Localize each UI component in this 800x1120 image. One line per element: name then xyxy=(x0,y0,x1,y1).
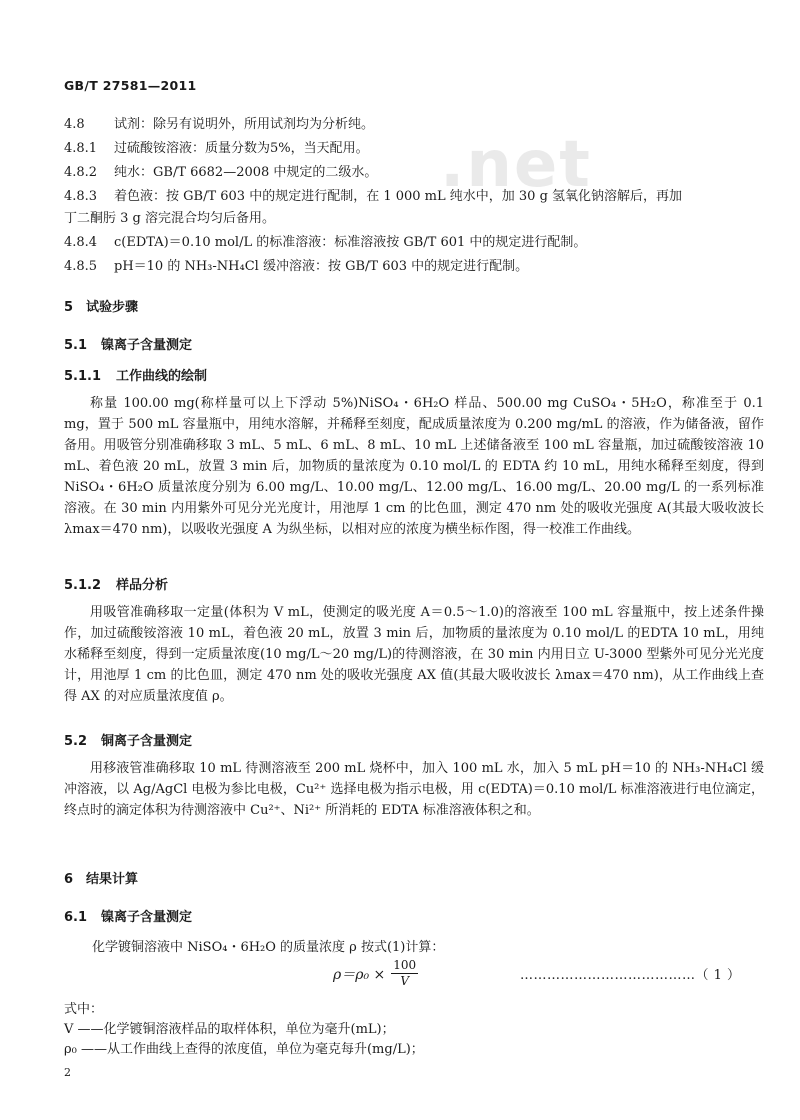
section-number: 5 xyxy=(64,300,74,315)
clause-text: pH＝10 的 NH₃-NH₄Cl 缓冲溶液：按 GB/T 603 中的规定进行配制。 xyxy=(114,259,529,274)
section-number: 5.2 xyxy=(64,734,88,749)
standard-number-header: GB/T 27581—2011 xyxy=(64,78,197,93)
formula-1 xyxy=(333,958,418,989)
clause-number: 4.8.3 xyxy=(64,189,98,204)
formula-lhs: ρ＝ρ₀ × xyxy=(333,966,386,983)
section-title: 结果计算 xyxy=(86,872,139,887)
clause-text: 着色液：按 GB/T 603 中的规定进行配制，在 1 000 mL 纯水中，加 30 g 氢氧化钠溶解后，再加 xyxy=(114,189,683,204)
clause-number: 4.8.1 xyxy=(64,141,98,156)
section-number: 5.1.2 xyxy=(64,578,102,593)
section-heading-5 xyxy=(64,296,138,315)
section-heading-6-1 xyxy=(64,906,192,925)
where-item: ρ₀ ——从工作曲线上查得的浓度值，单位为毫克每升(mg/L)； xyxy=(64,1042,424,1057)
clause-number: 4.8 xyxy=(64,117,85,132)
clause-4-8-2 xyxy=(64,164,377,182)
section-title: 试验步骤 xyxy=(86,300,139,315)
section-title: 样品分析 xyxy=(116,578,169,593)
section-number: 6 xyxy=(64,872,74,887)
page-number: 2 xyxy=(64,1066,71,1079)
paragraph-5-1-2: 用吸管准确移取一定量(体积为 V mL，使测定的吸光度 A＝0.5～1.0)的溶液至 100 mL 容量瓶中，按上述条件操作，加过硫酸铵溶液 10 mL，着色液 20 mL，放置 3 min 后，加物质的量浓度为 0.10 mol/L 的EDTA 10 mL，用纯水稀释至刻度，得到一定质量浓度(10 mg/L～20 mg/L)的待测溶液，在 30 min 内用日立 U-3000 型紫外可见分光光度计，用池厚 1 cm 的比色皿，测定 470 nm 处的吸收光强度 AX 值(其最大吸收波长 λmax＝470 nm)，从工作曲线上查得 AX 的对应质量浓度值 ρ。 xyxy=(64,605,764,704)
section-title: 铜离子含量测定 xyxy=(101,734,193,749)
where-label: 式中： xyxy=(64,1002,104,1017)
clause-text: 过硫酸铵溶液：质量分数为5%，当天配用。 xyxy=(114,141,369,156)
watermark: .net xyxy=(440,128,592,202)
section-heading-5-2 xyxy=(64,730,192,749)
equation-label: …………………………………（ 1 ） xyxy=(520,968,741,983)
section-number: 6.1 xyxy=(64,910,88,925)
clause-4-8 xyxy=(64,116,374,134)
section-title: 镍离子含量测定 xyxy=(101,338,193,353)
clause-4-8-5 xyxy=(64,258,528,276)
section-heading-5-1 xyxy=(64,334,192,353)
fraction-numerator: 100 xyxy=(393,958,417,972)
formula-intro: 化学镀铜溶液中 NiSO₄・6H₂O 的质量浓度 ρ 按式(1)计算： xyxy=(92,940,445,955)
clause-4-8-4 xyxy=(64,234,586,252)
section-number: 5.1.1 xyxy=(64,369,102,384)
clause-4-8-3 xyxy=(64,188,682,206)
paragraph-5-1-1: 称量 100.00 mg(称样量可以上下浮动 5%)NiSO₄・6H₂O 样品、500.00 mg CuSO₄・5H₂O，称准至于 0.1 mg，置于 500 mL 容量瓶中，用纯水溶解，并稀释至刻度，配成质量浓度为 0.200 mg/mL 的溶液，作为储备液，留作备用。用吸管分别准确移取 3 mL、5 mL、6 mL、8 mL、10 mL 上述储备液至 100 mL 容量瓶，加过硫酸铵溶液 10 mL、着色液 20 mL，放置 3 min 后，加物质的量浓度为 0.10 mol/L 的 EDTA 约 10 mL，用纯水稀释至刻度，得到 NiSO₄・6H₂O 质量浓度分别为 6.00 mg/L、10.00 mg/L、12.00 mg/L、16.00 mg/L、20.00 mg/L 的一系列标准溶液。在 30 min 内用紫外可见分光光度计，用池厚 1 cm 的比色皿，测定 470 nm 处的吸收光强度 A(其最大吸收波长 λmax＝470 nm)，以吸收光强度 A 为纵坐标，以相对应的浓度为横坐标作图，得一校准工作曲线。 xyxy=(64,396,764,537)
formula-fraction xyxy=(391,958,418,989)
clause-number: 4.8.5 xyxy=(64,259,98,274)
clause-number: 4.8.2 xyxy=(64,165,98,180)
clause-4-8-3-continuation xyxy=(64,210,275,228)
clause-text: 试剂：除另有说明外，所用试剂均为分析纯。 xyxy=(114,117,375,132)
clause-4-8-1 xyxy=(64,140,369,158)
section-heading-6 xyxy=(64,868,138,887)
section-number: 5.1 xyxy=(64,338,88,353)
fraction-denominator: V xyxy=(400,974,410,988)
section-heading-5-1-2 xyxy=(64,574,168,593)
section-title: 镍离子含量测定 xyxy=(101,910,193,925)
clause-number: 4.8.4 xyxy=(64,235,98,250)
clause-text: c(EDTA)＝0.10 mol/L 的标准溶液：标准溶液按 GB/T 601 中的规定进行配制。 xyxy=(114,235,587,250)
paragraph-5-2: 用移液管准确移取 10 mL 待测溶液至 200 mL 烧杯中，加入 100 mL 水，加入 5 mL pH＝10 的 NH₃-NH₄Cl 缓冲溶液，以 Ag/AgCl 电极为参比电极，Cu²⁺ 选择电极为指示电极，用 c(EDTA)＝0.10 mol/L 标准溶液进行电位滴定，终点时的滴定体积为待测溶液中 Cu²⁺、Ni²⁺ 所消耗的 EDTA 标准溶液体积之和。 xyxy=(64,761,764,818)
clause-text: 丁二酮肟 3 g 溶完混合均匀后备用。 xyxy=(64,211,275,226)
section-heading-5-1-1 xyxy=(64,365,207,384)
where-item: V ——化学镀铜溶液样品的取样体积，单位为毫升(mL)； xyxy=(64,1022,395,1037)
section-title: 工作曲线的绘制 xyxy=(116,369,208,384)
clause-text: 纯水：GB/T 6682—2008 中规定的二级水。 xyxy=(114,165,378,180)
